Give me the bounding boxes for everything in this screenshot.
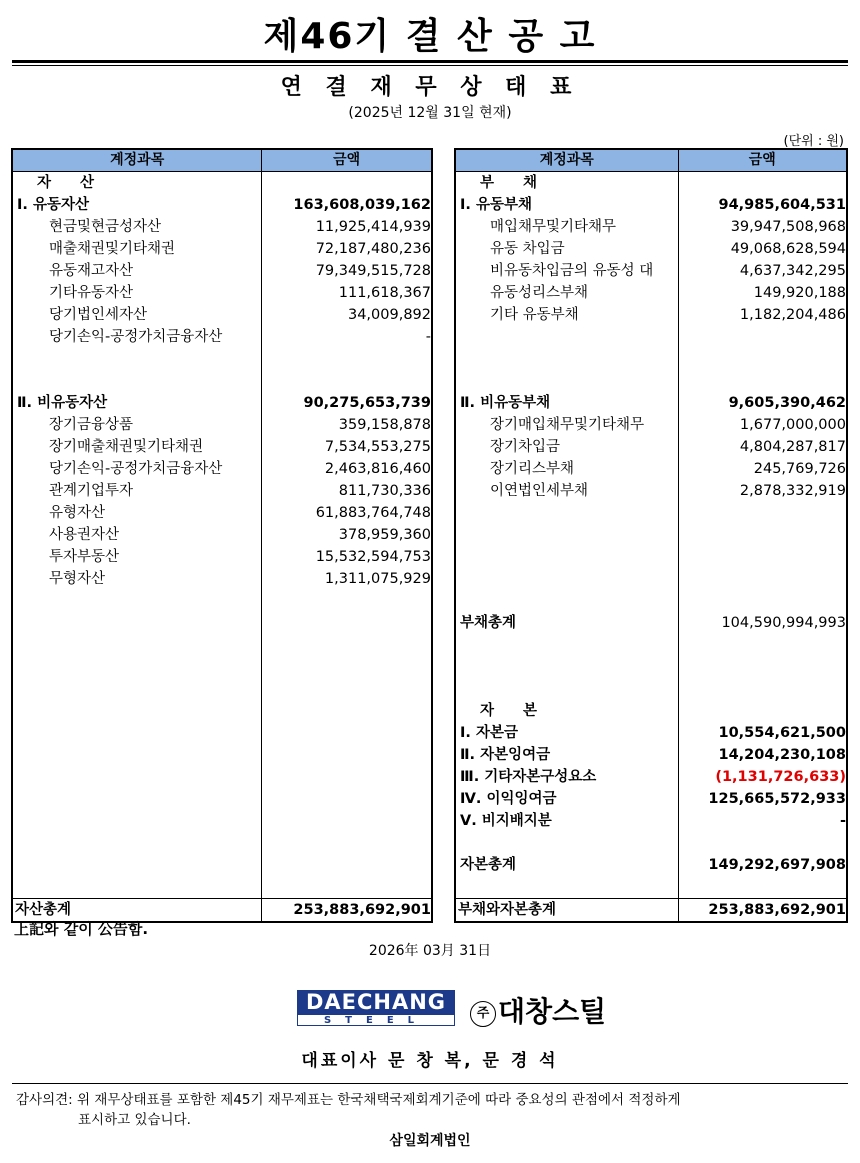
account-name: 투자부동산 [12, 546, 262, 568]
account-name [12, 876, 262, 899]
amount-value [678, 326, 847, 348]
account-name: 자 산 [12, 172, 262, 195]
account-name: 자 본 [455, 700, 678, 722]
amount-value: - [425, 329, 431, 345]
account-name: 장기리스부채 [455, 458, 678, 480]
amount-value [678, 656, 847, 678]
amount-value: 1,311,075,929 [324, 571, 431, 587]
account-name [12, 590, 262, 612]
table-row [12, 282, 432, 304]
account-name: 장기금융상품 [12, 414, 262, 436]
amount-value [262, 876, 432, 899]
amount-value: 11,925,414,939 [315, 219, 431, 235]
amount-value: 15,532,594,753 [315, 549, 431, 565]
account-name: 부 채 [455, 172, 678, 195]
account-name [455, 590, 678, 612]
table-row [455, 744, 847, 766]
table-row [455, 502, 847, 524]
table-row [12, 546, 432, 568]
table-row [455, 414, 847, 436]
account-name [12, 348, 262, 370]
account-name: 무형자산 [12, 568, 262, 590]
table-row [455, 524, 847, 546]
table-row [12, 656, 432, 678]
table-row [455, 194, 847, 216]
table-row [455, 678, 847, 700]
table-row [455, 216, 847, 238]
table-row [12, 744, 432, 766]
table-row [12, 304, 432, 326]
amount-value [262, 810, 432, 832]
amount-value: 811,730,336 [338, 483, 431, 499]
account-name [455, 502, 678, 524]
amount-value [678, 590, 847, 612]
table-row [455, 788, 847, 810]
table-row [12, 326, 432, 348]
publication-date: 2026年 03月 31日 [368, 943, 492, 959]
table-row [12, 524, 432, 546]
amount-value: 245,769,726 [753, 461, 846, 477]
amount-value: 1,677,000,000 [739, 417, 846, 433]
account-name [12, 744, 262, 766]
table-row [12, 392, 432, 414]
amount-value [262, 722, 432, 744]
table-row [455, 370, 847, 392]
notice-statement: 上記와 같이 公告함. [14, 920, 149, 938]
table-row [12, 766, 432, 788]
table-row [12, 480, 432, 502]
amount-value [262, 788, 432, 810]
amount-value: 111,618,367 [338, 285, 431, 301]
total-label: 자산총계 [12, 899, 262, 923]
account-name: Ⅱ. 비유동부채 [455, 392, 678, 414]
assets-table [11, 148, 433, 923]
account-name [455, 634, 678, 656]
amount-value: 10,554,621,500 [718, 725, 846, 741]
amount-value: 72,187,480,236 [315, 241, 431, 257]
account-name: 기타 유동부채 [455, 304, 678, 326]
corporation-mark: 주 [470, 1001, 496, 1027]
account-name [12, 634, 262, 656]
amount-value [262, 634, 432, 656]
account-name [12, 678, 262, 700]
table-row [12, 436, 432, 458]
table-row [12, 612, 432, 634]
table-row [455, 612, 847, 634]
col-amount-header: 금액 [678, 149, 847, 172]
table-row [12, 700, 432, 722]
amount-value: 149,920,188 [753, 285, 846, 301]
account-name: 자본총계 [455, 854, 678, 876]
amount-value [678, 832, 847, 854]
table-row [455, 634, 847, 656]
table-row [455, 348, 847, 370]
company-name-block [470, 990, 606, 1030]
table-row [455, 326, 847, 348]
audit-opinion-line1: 감사의견: 위 재무상태표를 포함한 제45기 재무제표는 한국채택국제회계기준에 따라 중요성의 관점에서 적정하게 [16, 1092, 681, 1108]
table-row [455, 876, 847, 899]
title-rule-thin [12, 65, 848, 66]
amount-value [262, 766, 432, 788]
amount-value: 104,590,994,993 [721, 615, 846, 631]
amount-value: 125,665,572,933 [708, 791, 846, 807]
amount-value: 61,883,764,748 [315, 505, 431, 521]
account-name: 유동 차입금 [455, 238, 678, 260]
table-row [12, 590, 432, 612]
amount-value: 378,959,360 [338, 527, 431, 543]
account-name: Ⅰ. 자본금 [455, 722, 678, 744]
account-name [455, 326, 678, 348]
amount-value [262, 656, 432, 678]
account-name: 유동성리스부채 [455, 282, 678, 304]
statement-date: (2025년 12월 31일 현재) [348, 105, 512, 121]
amount-value [678, 172, 847, 195]
account-name [12, 832, 262, 854]
amount-value: 90,275,653,739 [303, 395, 431, 411]
amount-value [262, 612, 432, 634]
account-name [12, 788, 262, 810]
liabilities-equity-table [454, 148, 848, 923]
amount-value [262, 832, 432, 854]
table-row [455, 810, 847, 832]
amount-value [262, 370, 432, 392]
account-name: 유형자산 [12, 502, 262, 524]
col-account-header: 계정과목 [12, 149, 262, 172]
account-name [12, 766, 262, 788]
table-row [12, 568, 432, 590]
table-row [12, 854, 432, 876]
table-row [455, 766, 847, 788]
auditor-name: 삼일회계법인 [389, 1133, 471, 1149]
table-row [455, 282, 847, 304]
table-row [12, 810, 432, 832]
amount-value: 14,204,230,108 [718, 747, 846, 763]
table-row [12, 722, 432, 744]
amount-value [678, 502, 847, 524]
table-row [455, 172, 847, 195]
account-name: 유동재고자산 [12, 260, 262, 282]
table-row [455, 392, 847, 414]
footer-rule [12, 1083, 848, 1084]
account-name [455, 370, 678, 392]
amount-value [678, 546, 847, 568]
account-name [455, 656, 678, 678]
amount-value: 4,637,342,295 [739, 263, 846, 279]
table-row [455, 436, 847, 458]
amount-value: 149,292,697,908 [708, 857, 846, 873]
amount-value [262, 678, 432, 700]
account-name [455, 832, 678, 854]
amount-value: 9,605,390,462 [728, 395, 846, 411]
unit-label: (단위 : 원) [783, 134, 844, 149]
table-row [12, 172, 432, 195]
amount-value: 359,158,878 [338, 417, 431, 433]
amount-value [262, 590, 432, 612]
account-name [455, 678, 678, 700]
amount-value [678, 348, 847, 370]
table-row [12, 370, 432, 392]
amount-value: - [839, 813, 846, 829]
table-row [455, 854, 847, 876]
account-name: Ⅱ. 자본잉여금 [455, 744, 678, 766]
table-row [455, 480, 847, 502]
table-row [12, 832, 432, 854]
amount-value [678, 568, 847, 590]
company-name: 대창스틸 [498, 995, 607, 1028]
account-name: 매출채권및기타채권 [12, 238, 262, 260]
table-row [12, 238, 432, 260]
account-name [455, 568, 678, 590]
account-name [455, 876, 678, 899]
amount-value: 49,068,628,594 [730, 241, 846, 257]
amount-value [678, 634, 847, 656]
account-name: 당기법인세자산 [12, 304, 262, 326]
account-name: 관계기업투자 [12, 480, 262, 502]
logo-wordmark: DAECHANG [305, 990, 447, 1014]
table-row [455, 590, 847, 612]
amount-value [678, 700, 847, 722]
table-row [12, 194, 432, 216]
amount-value: 94,985,604,531 [718, 197, 846, 213]
table-row [12, 260, 432, 282]
account-name: Ⅳ. 이익잉여금 [455, 788, 678, 810]
account-name [12, 722, 262, 744]
amount-value: 163,608,039,162 [293, 197, 431, 213]
amount-value: 7,534,553,275 [324, 439, 431, 455]
account-name: 장기매입채무및기타채무 [455, 414, 678, 436]
account-name: 기타유동자산 [12, 282, 262, 304]
amount-value: 1,182,204,486 [739, 307, 846, 323]
amount-value [678, 678, 847, 700]
amount-value: 2,878,332,919 [739, 483, 846, 499]
ceo-names: 대표이사 문 창 복, 문 경 석 [301, 1051, 559, 1071]
amount-value: (1,131,726,633) [715, 769, 846, 785]
account-name: Ⅰ. 유동부채 [455, 194, 678, 216]
table-row [455, 304, 847, 326]
table-row [455, 722, 847, 744]
account-name [12, 810, 262, 832]
table-row [455, 656, 847, 678]
total-amount: 253,883,692,901 [262, 899, 432, 923]
amount-value: 39,947,508,968 [730, 219, 846, 235]
notice-title: 제46기 결 산 공 고 [263, 16, 597, 57]
amount-value [262, 348, 432, 370]
account-name [455, 546, 678, 568]
table-row [455, 568, 847, 590]
account-name: Ⅱ. 비유동자산 [12, 392, 262, 414]
amount-value [262, 172, 432, 195]
total-row [455, 899, 847, 923]
account-name: 장기매출채권및기타채권 [12, 436, 262, 458]
account-name: 사용권자산 [12, 524, 262, 546]
account-name: Ⅲ. 기타자본구성요소 [455, 766, 678, 788]
account-name: Ⅰ. 유동자산 [12, 194, 262, 216]
account-name: 이연법인세부채 [455, 480, 678, 502]
amount-value: 2,463,816,460 [324, 461, 431, 477]
audit-opinion-line2: 표시하고 있습니다. [78, 1112, 191, 1128]
amount-value: 34,009,892 [347, 307, 431, 323]
account-name [12, 656, 262, 678]
logo-subtext: STEEL [297, 1014, 455, 1026]
title-rule-thick [12, 60, 848, 63]
table-row [12, 502, 432, 524]
account-name [455, 524, 678, 546]
table-row [12, 678, 432, 700]
amount-value [262, 744, 432, 766]
table-row [455, 700, 847, 722]
table-row [12, 788, 432, 810]
amount-value: 4,804,287,817 [739, 439, 846, 455]
amount-value [678, 524, 847, 546]
statement-title: 연 결 재 무 상 태 표 [280, 75, 580, 100]
total-amount: 253,883,692,901 [678, 899, 847, 923]
account-name [12, 370, 262, 392]
table-row [455, 832, 847, 854]
amount-value [262, 700, 432, 722]
total-label: 부채와자본총계 [455, 899, 678, 923]
amount-value [262, 854, 432, 876]
account-name: 장기차입금 [455, 436, 678, 458]
amount-value [678, 370, 847, 392]
col-amount-header: 금액 [262, 149, 432, 172]
table-row [455, 546, 847, 568]
account-name: 당기손익-공정가치금융자산 [12, 458, 262, 480]
account-name [455, 348, 678, 370]
amount-value: 79,349,515,728 [315, 263, 431, 279]
table-row [12, 876, 432, 899]
table-row [12, 634, 432, 656]
account-name [12, 612, 262, 634]
table-row [455, 260, 847, 282]
table-row [12, 414, 432, 436]
col-account-header: 계정과목 [455, 149, 678, 172]
account-name: 현금및현금성자산 [12, 216, 262, 238]
table-row [455, 458, 847, 480]
table-row [12, 216, 432, 238]
account-name: Ⅴ. 비지배지분 [455, 810, 678, 832]
account-name: 당기손익-공정가치금융자산 [12, 326, 262, 348]
table-row [12, 458, 432, 480]
account-name: 부채총계 [455, 612, 678, 634]
table-row [455, 238, 847, 260]
amount-value [678, 876, 847, 899]
account-name: 비유동차입금의 유동성 대 [455, 260, 678, 282]
account-name [12, 700, 262, 722]
account-name [12, 854, 262, 876]
account-name: 매입채무및기타채무 [455, 216, 678, 238]
table-row [12, 348, 432, 370]
